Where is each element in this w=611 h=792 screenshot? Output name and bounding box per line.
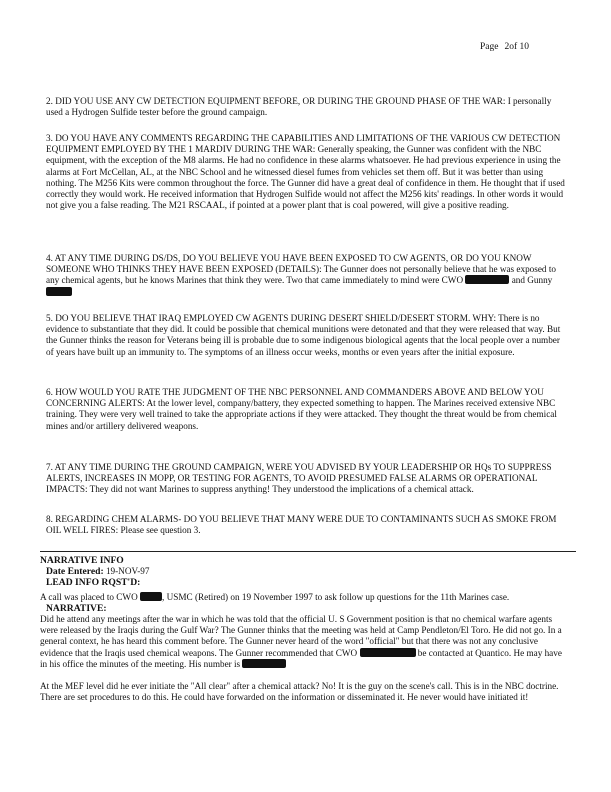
- question-6: [46, 387, 566, 432]
- question-7-answer: They did not want Marines to suppress anything! They understood the implications of a chemical attack.: [89, 484, 474, 495]
- redaction-mark: [360, 648, 416, 657]
- narrative-label: NARRATIVE:: [46, 602, 107, 614]
- date-entered-value: 19-NOV-97: [105, 566, 150, 577]
- page-number: [480, 42, 535, 52]
- question-5: [46, 313, 566, 358]
- question-4: [46, 253, 566, 298]
- narrative-section-title: NARRATIVE INFO: [40, 555, 124, 566]
- question-8-answer: Please see question 3.: [120, 525, 201, 536]
- question-4-heading: 4. AT ANY TIME DURING DS/DS, DO YOU BELIEVE YOU HAVE BEEN EXPOSED TO CW AGENTS, OR DO YOU KNOW SOMEONE WHO THINKS THEY HAVE BEEN EXPOSED (DETAILS):: [46, 253, 532, 275]
- question-3-heading: 3. DO YOU HAVE ANY COMMENTS REGARDING THE CAPABILITIES AND LIMITATIONS OF THE VARIOUS CW DETECTION EQUIPMENT EMPLOYED BY THE 1 MARDIV DURING THE WAR:: [46, 133, 561, 155]
- lead-info-label: LEAD INFO RQST'D:: [46, 577, 141, 589]
- question-8-heading: 8. REGARDING CHEM ALARMS- DO YOU BELIEVE THAT MANY WERE DUE TO CONTAMINANTS SUCH AS SMOKE FROM OIL WELL FIRES:: [46, 514, 557, 536]
- question-8: [46, 514, 566, 536]
- lead-info-text-start: A call was placed to CWO: [40, 591, 138, 602]
- lead-info-text-end: , USMC (Retired) on 19 November 1997 to ask follow up questions for the 11th Marines case.: [162, 591, 510, 602]
- narrative-paragraph-1: [40, 614, 570, 670]
- question-3-answer: Generally speaking, the Gunner was confident with the NBC equipment, with the exception of the M8 alarms. He had no confidence in these alarms whatsoever. He had previous experience in using the alarms at Fort McCellan, AL, at the NBC School and he witnessed diesel fumes from vehicles set them off. But it was better than using nothing. The M256 Kits were common throughout the force. The Gunner did have a great deal of confidence in them. He thought that if used correctly they would work. He received information that Hydrogen Sulfide would not affect the M256 kits' readings. In other words it would not give you a false reading. The M21 RSCAAL, if pointed at a power plant that is coal powered, will give a positive reading.: [46, 144, 565, 211]
- question-7: [46, 462, 566, 496]
- narrative-paragraph-2: At the MEF level did he ever initiate the "All clear" after a chemical attack? No! It is the guy on the scene's call. This is in the NBC doctrine. There are set procedures to do this. He could have forwarded on the information or disseminated it. He never would have initiated it!: [40, 681, 559, 703]
- redaction-mark: [46, 287, 72, 296]
- question-5-answer: There is no evidence to substantiate that they did. It could be possible that chemical munitions were detonated and that they were released that way. But the Gunner thinks the reason for Veterans being ill is probable due to some indigenous biological agents that the local people over a number of years have built up an immunity to. The symptoms of an illness occur weeks, months or even years after the initial exposure.: [46, 313, 561, 357]
- question-7-heading: 7. AT ANY TIME DURING THE GROUND CAMPAIGN, WERE YOU ADVISED BY YOUR LEADERSHIP OR HQs TO SUPPRESS ALERTS, INCREASES IN MOPP, OR TESTING FOR AGENTS, TO AVOID PRESUMED FALSE ALARMS OR OPERATIONAL IMPACTS:: [46, 462, 552, 495]
- section-divider: [40, 551, 576, 552]
- question-4-answer: The Gunner does not personally believe that he was exposed to any chemical agents, but he knows Marines that think they were. Two that came immediately to mind were CWO: [46, 264, 556, 286]
- question-3: [46, 133, 566, 211]
- narrative-paragraph-1-start: Did he attend any meetings after the war in which he was told that the official U. S Government position is that no chemical warfare agents were released by the Iraqis during the Gulf War? The Gunner thinks that the meeting was held at Camp Pendleton/El Toro. He did not go. In a general context, he has heard this comment before. The Gunner never heard of the word "official" but that there was not any conclusive evidence that the Iraqis used chemical weapons. The Gunner recommended that CWO: [40, 614, 562, 658]
- lead-info-text: [40, 592, 570, 603]
- redaction-mark: [140, 592, 162, 601]
- narrative-section: [40, 555, 570, 703]
- narrative-paragraph-1-end: be contacted at Quantico. He may have in his office the minutes of the meeting. His number is: [40, 647, 562, 669]
- question-2: [46, 96, 566, 118]
- question-2-heading: 2. DID YOU USE ANY CW DETECTION EQUIPMENT BEFORE, OR DURING THE GROUND PHASE OF THE WAR:: [46, 96, 506, 106]
- redaction-mark: [465, 275, 509, 284]
- page-value: 2of 10: [504, 42, 530, 52]
- date-entered-label: Date Entered:: [46, 566, 104, 578]
- redaction-mark: [242, 659, 286, 668]
- question-6-answer: At the lower level, company/battery, they expected something to happen. The Marines received extensive NBC training. They were very well trained to take the appropriate actions if they were attacked. They thought the threat would be from chemical mines and/or artillery delivered weapons.: [46, 398, 557, 431]
- date-entered-row: [46, 566, 570, 577]
- question-4-answer-tail: and Gunny: [511, 275, 553, 286]
- question-5-heading: 5. DO YOU BELIEVE THAT IRAQ EMPLOYED CW AGENTS DURING DESERT SHIELD/DESERT STORM. WHY:: [46, 313, 497, 323]
- question-2-answer: I personally used a Hydrogen Sulfide tester before the ground campaign.: [46, 96, 552, 118]
- page-label: Page: [480, 42, 499, 52]
- question-6-heading: 6. HOW WOULD YOU RATE THE JUDGMENT OF THE NBC PERSONNEL AND COMMANDERS ABOVE AND BELOW YOU CONCERNING ALERTS:: [46, 387, 544, 409]
